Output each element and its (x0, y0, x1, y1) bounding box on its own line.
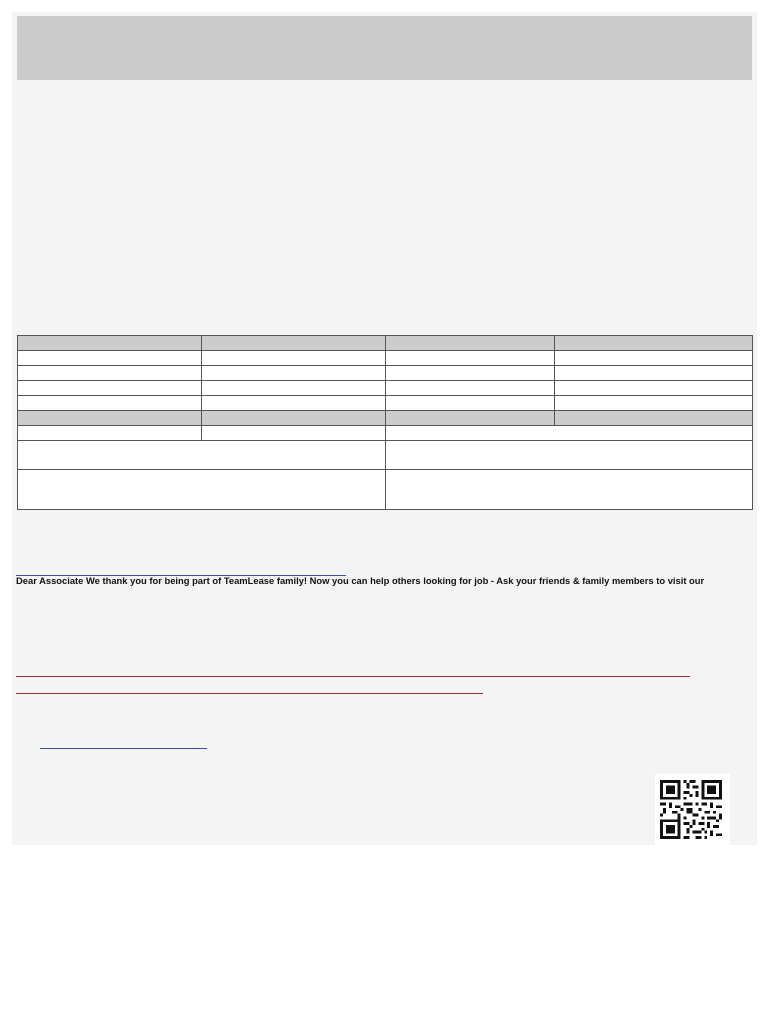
table-cell (18, 366, 202, 381)
table-row (18, 351, 753, 366)
blue-link-underline[interactable] (40, 748, 207, 749)
table-cell (202, 411, 386, 426)
red-link-underline[interactable] (16, 693, 483, 694)
table-cell (18, 426, 202, 441)
table-row (18, 470, 753, 510)
table-cell (555, 366, 753, 381)
table-cell (202, 396, 386, 411)
table-cell (386, 396, 555, 411)
table-cell (386, 441, 753, 470)
table-row (18, 381, 753, 396)
table-cell (202, 381, 386, 396)
table-cell (386, 366, 555, 381)
table-cell (18, 381, 202, 396)
table-cell (555, 411, 753, 426)
table-row (18, 396, 753, 411)
table-row (18, 426, 753, 441)
table-cell (555, 381, 753, 396)
details-table (17, 335, 753, 510)
table-cell (555, 351, 753, 366)
table-cell (386, 351, 555, 366)
notice-text: Dear Associate We thank you for being part of TeamLease family! Now you can help others looking for job - Ask your friends & family members to visit our (16, 575, 705, 586)
table-row (18, 441, 753, 470)
table-cell (386, 336, 555, 351)
table-cell (18, 396, 202, 411)
table-cell (386, 470, 753, 510)
table-cell (386, 426, 753, 441)
table-cell (386, 381, 555, 396)
qr-code-icon (655, 774, 730, 846)
table-header-row (18, 336, 753, 351)
table-cell (202, 366, 386, 381)
table-cell (386, 411, 555, 426)
table-cell (18, 470, 386, 510)
header-band (17, 16, 752, 80)
table-cell (18, 351, 202, 366)
table-row (18, 366, 753, 381)
table-cell (18, 336, 202, 351)
red-link-underline[interactable] (16, 676, 690, 677)
table-header-row (18, 411, 753, 426)
table-cell (202, 336, 386, 351)
document-page (12, 12, 757, 845)
table-cell (555, 336, 753, 351)
table-cell (18, 441, 386, 470)
table-cell (202, 426, 386, 441)
table-cell (202, 351, 386, 366)
table-cell (555, 396, 753, 411)
table-cell (18, 411, 202, 426)
